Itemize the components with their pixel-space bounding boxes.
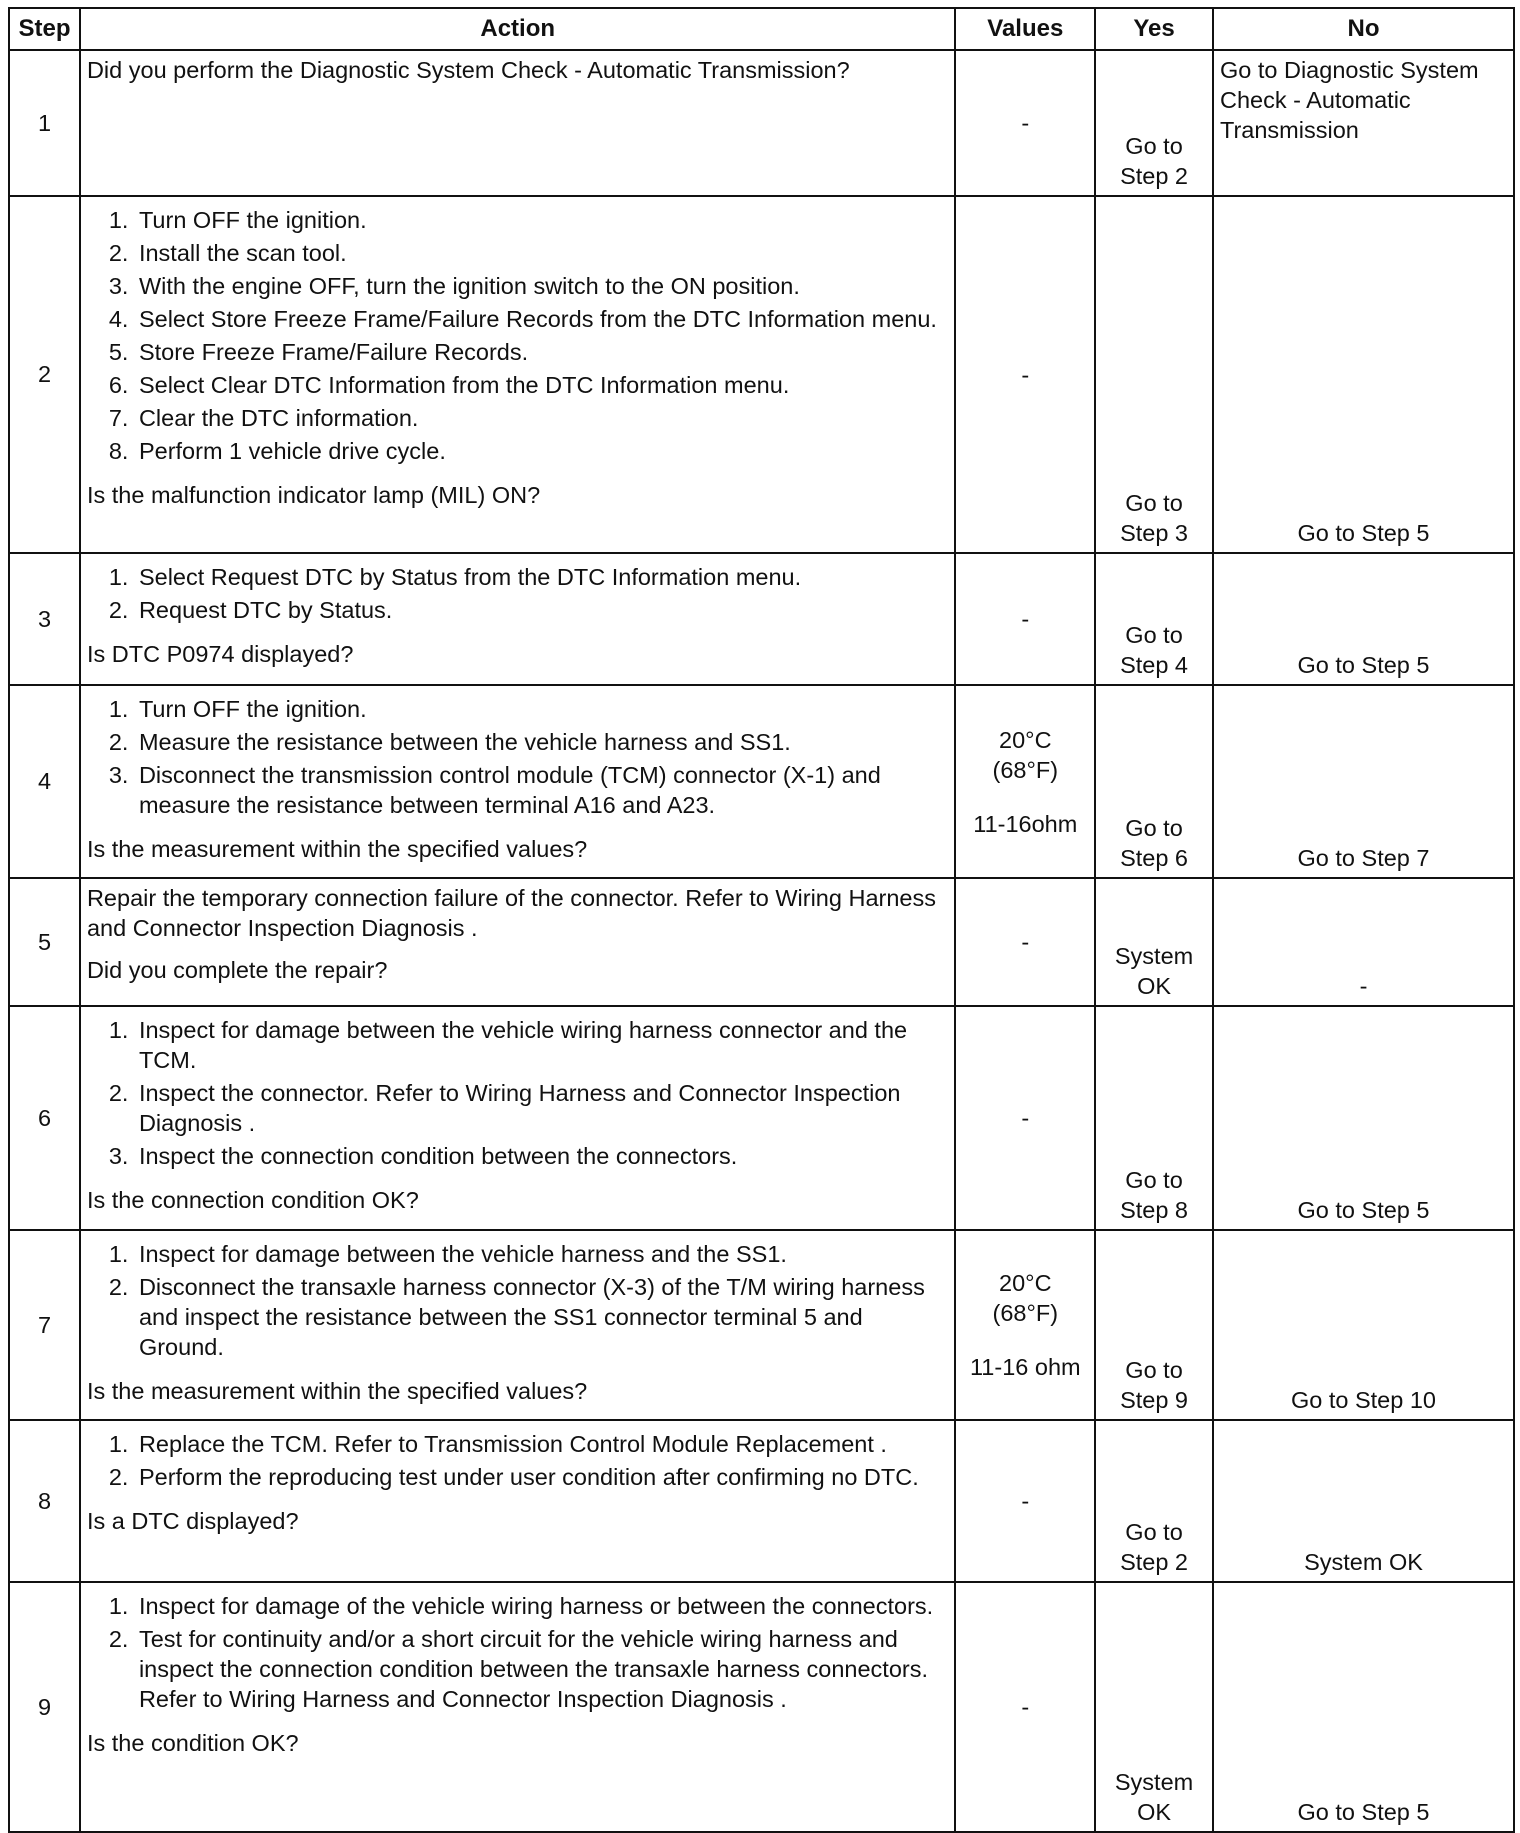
action-step-item: 1. Select Request DTC by Status from the DTC Information menu. — [135, 562, 949, 592]
yes-line: Go to — [1125, 622, 1183, 648]
action-cell — [80, 1420, 956, 1582]
values-line: - — [1021, 1694, 1030, 1720]
values-content — [957, 360, 1093, 390]
action-cell — [80, 1582, 956, 1832]
values-cell — [955, 553, 1095, 685]
table-row — [9, 196, 1514, 553]
action-step-item: 8. Perform 1 vehicle drive cycle. — [135, 436, 949, 466]
action-step-list — [87, 1015, 949, 1171]
action-cell — [80, 196, 956, 553]
values-cell — [955, 1420, 1095, 1582]
no-cell — [1213, 1230, 1514, 1420]
yes-line: Step 9 — [1120, 1387, 1189, 1413]
no-cell — [1213, 1006, 1514, 1230]
action-step-item: 1. Inspect for damage between the vehicle wiring harness connector and the TCM. — [135, 1015, 949, 1075]
action-content — [87, 883, 949, 985]
action-step-item: 1. Turn OFF the ignition. — [135, 694, 949, 724]
header-row — [9, 8, 1514, 50]
diagnostic-table — [8, 7, 1515, 1833]
yes-cell — [1095, 196, 1213, 553]
values-line: - — [1021, 110, 1030, 136]
action-content — [87, 558, 949, 669]
action-step-item: 2. Disconnect the transaxle harness connector (X-3) of the T/M wiring harness and inspect the resistance between the SS1 connector terminal 5 and Ground. — [135, 1272, 949, 1362]
yes-cell — [1095, 1582, 1213, 1832]
action-question: Did you complete the repair? — [86, 957, 388, 983]
step-number: 3 — [9, 553, 80, 685]
step-number: 2 — [9, 196, 80, 553]
action-content — [87, 1235, 949, 1406]
action-step-item: 1. Inspect for damage of the vehicle wiring harness or between the connectors. — [135, 1591, 949, 1621]
values-cell — [955, 50, 1095, 196]
header-step: Step — [9, 8, 80, 50]
step-number: 1 — [9, 50, 80, 196]
no-line: Go to Step 5 — [1297, 652, 1430, 678]
action-step-list — [87, 205, 949, 466]
values-cell — [955, 1230, 1095, 1420]
action-step-list — [87, 562, 949, 625]
action-step-item: 6. Select Clear DTC Information from the DTC Information menu. — [135, 370, 949, 400]
action-instructions — [87, 1425, 949, 1500]
table-row — [9, 1006, 1514, 1230]
no-line: Go to Step 10 — [1290, 1387, 1436, 1413]
values-content — [957, 604, 1093, 634]
action-step-item: 2. Request DTC by Status. — [135, 595, 949, 625]
header-no: No — [1213, 8, 1514, 50]
yes-line: OK — [1137, 1799, 1172, 1825]
values-content — [957, 927, 1093, 957]
no-cell — [1213, 685, 1514, 878]
action-content — [87, 690, 949, 864]
table-row — [9, 685, 1514, 878]
yes-line: Step 8 — [1120, 1197, 1189, 1223]
values-line: (68°F) — [992, 756, 1059, 783]
action-cell — [80, 878, 956, 1006]
values-line: - — [1021, 361, 1030, 388]
step-number: 5 — [9, 878, 80, 1006]
yes-line: Step 2 — [1120, 163, 1189, 189]
action-step-list — [87, 694, 949, 820]
action-cell — [80, 553, 956, 685]
header-values: Values — [955, 8, 1095, 50]
yes-line: Go to — [1125, 1167, 1183, 1193]
step-number: 4 — [9, 685, 80, 878]
action-instructions — [87, 1235, 949, 1370]
table-row — [9, 553, 1514, 685]
no-line: Check - Automatic — [1219, 87, 1411, 113]
no-line: - — [1359, 973, 1368, 999]
action-step-list — [87, 1591, 949, 1714]
action-step-item: 1. Replace the TCM. Refer to Transmission Control Module Replacement . — [135, 1429, 949, 1459]
values-cell — [955, 685, 1095, 878]
action-step-item: 3. Inspect the connection condition between the connectors. — [135, 1141, 949, 1171]
action-instructions — [87, 1011, 949, 1179]
no-line: System OK — [1304, 1549, 1423, 1575]
action-instructions — [87, 883, 949, 949]
action-content — [87, 1011, 949, 1215]
header-action: Action — [80, 8, 956, 50]
values-spacer — [957, 785, 1093, 809]
action-question: Is DTC P0974 displayed? — [86, 641, 354, 667]
values-cell — [955, 1582, 1095, 1832]
values-line: - — [1021, 606, 1030, 632]
header-yes: Yes — [1095, 8, 1213, 50]
action-content — [87, 1425, 949, 1536]
values-line: (68°F) — [992, 1300, 1059, 1326]
action-step-item: 2. Inspect the connector. Refer to Wiring Harness and Connector Inspection Diagnosis . — [135, 1078, 949, 1138]
action-question: Is a DTC displayed? — [86, 1508, 299, 1534]
action-step-item: 2. Install the scan tool. — [135, 238, 949, 268]
action-step-item: 2. Measure the resistance between the vehicle harness and SS1. — [135, 727, 949, 757]
no-cell — [1213, 1420, 1514, 1582]
step-number: 9 — [9, 1582, 80, 1832]
action-instructions — [87, 558, 949, 633]
table-row — [9, 1420, 1514, 1582]
yes-line: System — [1114, 943, 1194, 969]
table-row — [9, 1582, 1514, 1832]
action-step-item: 5. Store Freeze Frame/Failure Records. — [135, 337, 949, 367]
no-line: Go to Step 5 — [1297, 520, 1430, 546]
yes-line: System — [1114, 1769, 1194, 1795]
values-spacer — [957, 1328, 1093, 1352]
values-line: 11-16 ohm — [969, 1354, 1081, 1380]
action-content — [87, 1587, 949, 1758]
yes-cell — [1095, 1420, 1213, 1582]
action-step-list — [87, 1239, 949, 1362]
action-question: Is the measurement within the specified values? — [86, 1378, 588, 1404]
yes-cell — [1095, 1230, 1213, 1420]
no-line: Transmission — [1219, 117, 1359, 143]
values-content — [957, 725, 1093, 839]
action-question: Is the malfunction indicator lamp (MIL) ON? — [86, 482, 541, 508]
yes-cell — [1095, 553, 1213, 685]
step-number: 8 — [9, 1420, 80, 1582]
values-cell — [955, 196, 1095, 553]
action-cell — [80, 1006, 956, 1230]
no-line: Go to Step 5 — [1297, 1197, 1430, 1223]
step-number: 7 — [9, 1230, 80, 1420]
values-content — [957, 108, 1093, 138]
action-question: Is the measurement within the specified values? — [86, 836, 588, 862]
table-row — [9, 50, 1514, 196]
action-question: Is the condition OK? — [86, 1730, 299, 1756]
values-line: 11-16ohm — [973, 810, 1078, 837]
no-cell — [1213, 196, 1514, 553]
values-cell — [955, 878, 1095, 1006]
action-step-item: 3. Disconnect the transmission control module (TCM) connector (X-1) and measure the resistance between terminal A16 and A23. — [135, 760, 949, 820]
yes-cell — [1095, 50, 1213, 196]
action-instructions — [87, 201, 949, 474]
action-question: Is the connection condition OK? — [86, 1187, 419, 1213]
yes-line: Step 6 — [1120, 845, 1189, 871]
values-cell — [955, 1006, 1095, 1230]
action-cell — [80, 1230, 956, 1420]
action-instructions — [87, 690, 949, 828]
values-content — [957, 1486, 1093, 1516]
yes-line: Step 4 — [1120, 652, 1189, 678]
action-step-item: 2. Test for continuity and/or a short circuit for the vehicle wiring harness and inspect the connection condition between the transaxle harness connectors. Refer to Wiring Harness and Connector Inspection Diagnosis . — [135, 1624, 949, 1714]
action-step-item: 1. Turn OFF the ignition. — [135, 205, 949, 235]
action-content — [87, 55, 949, 91]
action-step-list — [87, 1429, 949, 1492]
values-line: - — [1021, 929, 1030, 955]
no-line: Go to Diagnostic System — [1219, 57, 1479, 83]
yes-line: Go to — [1125, 1519, 1183, 1545]
values-content — [957, 1268, 1093, 1382]
values-line: - — [1021, 1488, 1030, 1514]
yes-cell — [1095, 685, 1213, 878]
action-text: Repair the temporary connection failure of the connector. Refer to Wiring Harness and Connector Inspection Diagnosis . — [86, 885, 936, 941]
no-cell — [1213, 878, 1514, 1006]
values-line: - — [1021, 1105, 1030, 1131]
no-cell — [1213, 553, 1514, 685]
no-line: Go to Step 7 — [1297, 845, 1430, 871]
action-content — [87, 201, 949, 510]
yes-cell — [1095, 878, 1213, 1006]
table-body — [9, 50, 1514, 1832]
yes-line: Step 3 — [1120, 520, 1189, 546]
action-step-item: 2. Perform the reproducing test under user condition after confirming no DTC. — [135, 1462, 949, 1492]
action-text: Did you perform the Diagnostic System Check - Automatic Transmission? — [86, 57, 850, 83]
yes-line: Go to — [1125, 1357, 1183, 1383]
values-content — [957, 1103, 1093, 1133]
values-line: 20°C — [999, 1270, 1052, 1296]
yes-line: OK — [1137, 973, 1172, 999]
no-cell — [1213, 50, 1514, 196]
yes-line: Go to — [1125, 815, 1183, 841]
action-cell — [80, 50, 956, 196]
action-step-item: 1. Inspect for damage between the vehicle harness and the SS1. — [135, 1239, 949, 1269]
action-step-item: 7. Clear the DTC information. — [135, 403, 949, 433]
action-instructions — [87, 55, 949, 91]
yes-line: Go to — [1125, 490, 1183, 516]
yes-line: Go to — [1125, 133, 1183, 159]
action-instructions — [87, 1587, 949, 1722]
no-line: Go to Step 5 — [1297, 1799, 1430, 1825]
table-row — [9, 1230, 1514, 1420]
action-cell — [80, 685, 956, 878]
values-line: 20°C — [999, 726, 1052, 753]
yes-cell — [1095, 1006, 1213, 1230]
yes-line: Step 2 — [1120, 1549, 1189, 1575]
no-cell — [1213, 1582, 1514, 1832]
action-step-item: 4. Select Store Freeze Frame/Failure Records from the DTC Information menu. — [135, 304, 949, 334]
values-content — [957, 1692, 1093, 1722]
table-row — [9, 878, 1514, 1006]
action-step-item: 3. With the engine OFF, turn the ignition switch to the ON position. — [135, 271, 949, 301]
step-number: 6 — [9, 1006, 80, 1230]
